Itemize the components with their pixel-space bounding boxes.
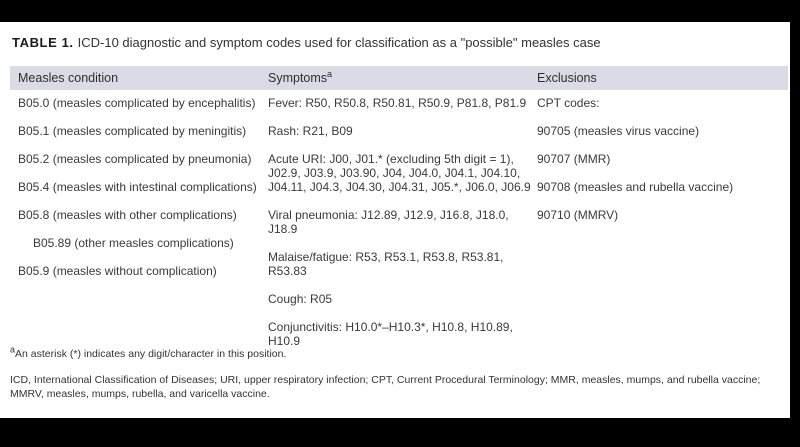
symptom-codes: Rash: R21, B09: [268, 124, 353, 138]
condition-code: B05.0 (measles complicated by encephalitis): [18, 96, 256, 110]
symptom-codes: Acute URI: J00, J01.* (excluding 5th digit = 1), J02.9, J03.9, J03.90, J04, J04.0, J04.1, J04.10, J04.11, J04.3, J04.30, J04.31, J05.*, J06.0, J06.9: [268, 152, 531, 194]
condition-code: B05.2 (measles complicated by pneumonia): [18, 152, 252, 166]
symptoms-footnote-marker: a: [327, 68, 333, 79]
column-header-symptoms: [268, 68, 333, 85]
table-header-row: [10, 66, 788, 90]
exclusion-item: CPT codes:: [537, 96, 600, 110]
exclusion-item: 90710 (MMRV): [537, 208, 619, 222]
table-title: [12, 35, 601, 50]
footnote-marker: a: [10, 344, 16, 355]
document-page: [0, 22, 790, 418]
column-header-measles-condition: Measles condition: [18, 71, 119, 85]
footnote-asterisk-text: An asterisk (*) indicates any digit/character in this position.: [15, 348, 287, 360]
column-header-symptoms-text: Symptoms: [268, 71, 328, 85]
column-symptoms: [268, 96, 540, 362]
table-number-label: TABLE 1.: [12, 35, 74, 50]
table-title-text: ICD-10 diagnostic and symptom codes used for classification as a "possible" measles case: [77, 35, 601, 50]
exclusion-item: 90708 (measles and rubella vaccine): [537, 180, 734, 194]
condition-code: B05.9 (measles without complication): [18, 264, 217, 278]
symptom-codes: Malaise/fatigue: R53, R53.1, R53.8, R53.81, R53.83: [268, 250, 504, 278]
column-header-exclusions: Exclusions: [537, 71, 597, 85]
condition-code: B05.1 (measles complicated by meningitis): [18, 124, 247, 138]
condition-code-sub: B05.89 (other measles complications): [33, 236, 234, 250]
condition-code: B05.8 (measles with other complications): [18, 208, 237, 222]
symptom-codes: Fever: R50, R50.8, R50.81, R50.9, P81.8, P81.9: [268, 96, 527, 110]
exclusion-item: 90707 (MMR): [537, 152, 611, 166]
column-exclusions: [537, 96, 787, 236]
symptom-codes: Conjunctivitis: H10.0*–H10.3*, H10.8, H10.89, H10.9: [268, 320, 513, 348]
column-measles-conditions: [18, 96, 264, 292]
symptom-codes: Viral pneumonia: J12.89, J12.9, J16.8, J18.0, J18.9: [268, 208, 509, 236]
exclusion-item: 90705 (measles virus vaccine): [537, 124, 700, 138]
footnote-asterisk: [10, 344, 287, 361]
condition-code: B05.4 (measles with intestinal complications): [18, 180, 257, 194]
footnote-abbreviations: ICD, International Classification of Diseases; URI, upper respiratory infection; CPT, Current Procedural Terminology; MMR, measles, mumps, and rubella vaccine; MMRV, measles, mumps, rubella, and varicella vaccine.: [10, 374, 761, 400]
symptom-codes: Cough: R05: [268, 292, 333, 306]
